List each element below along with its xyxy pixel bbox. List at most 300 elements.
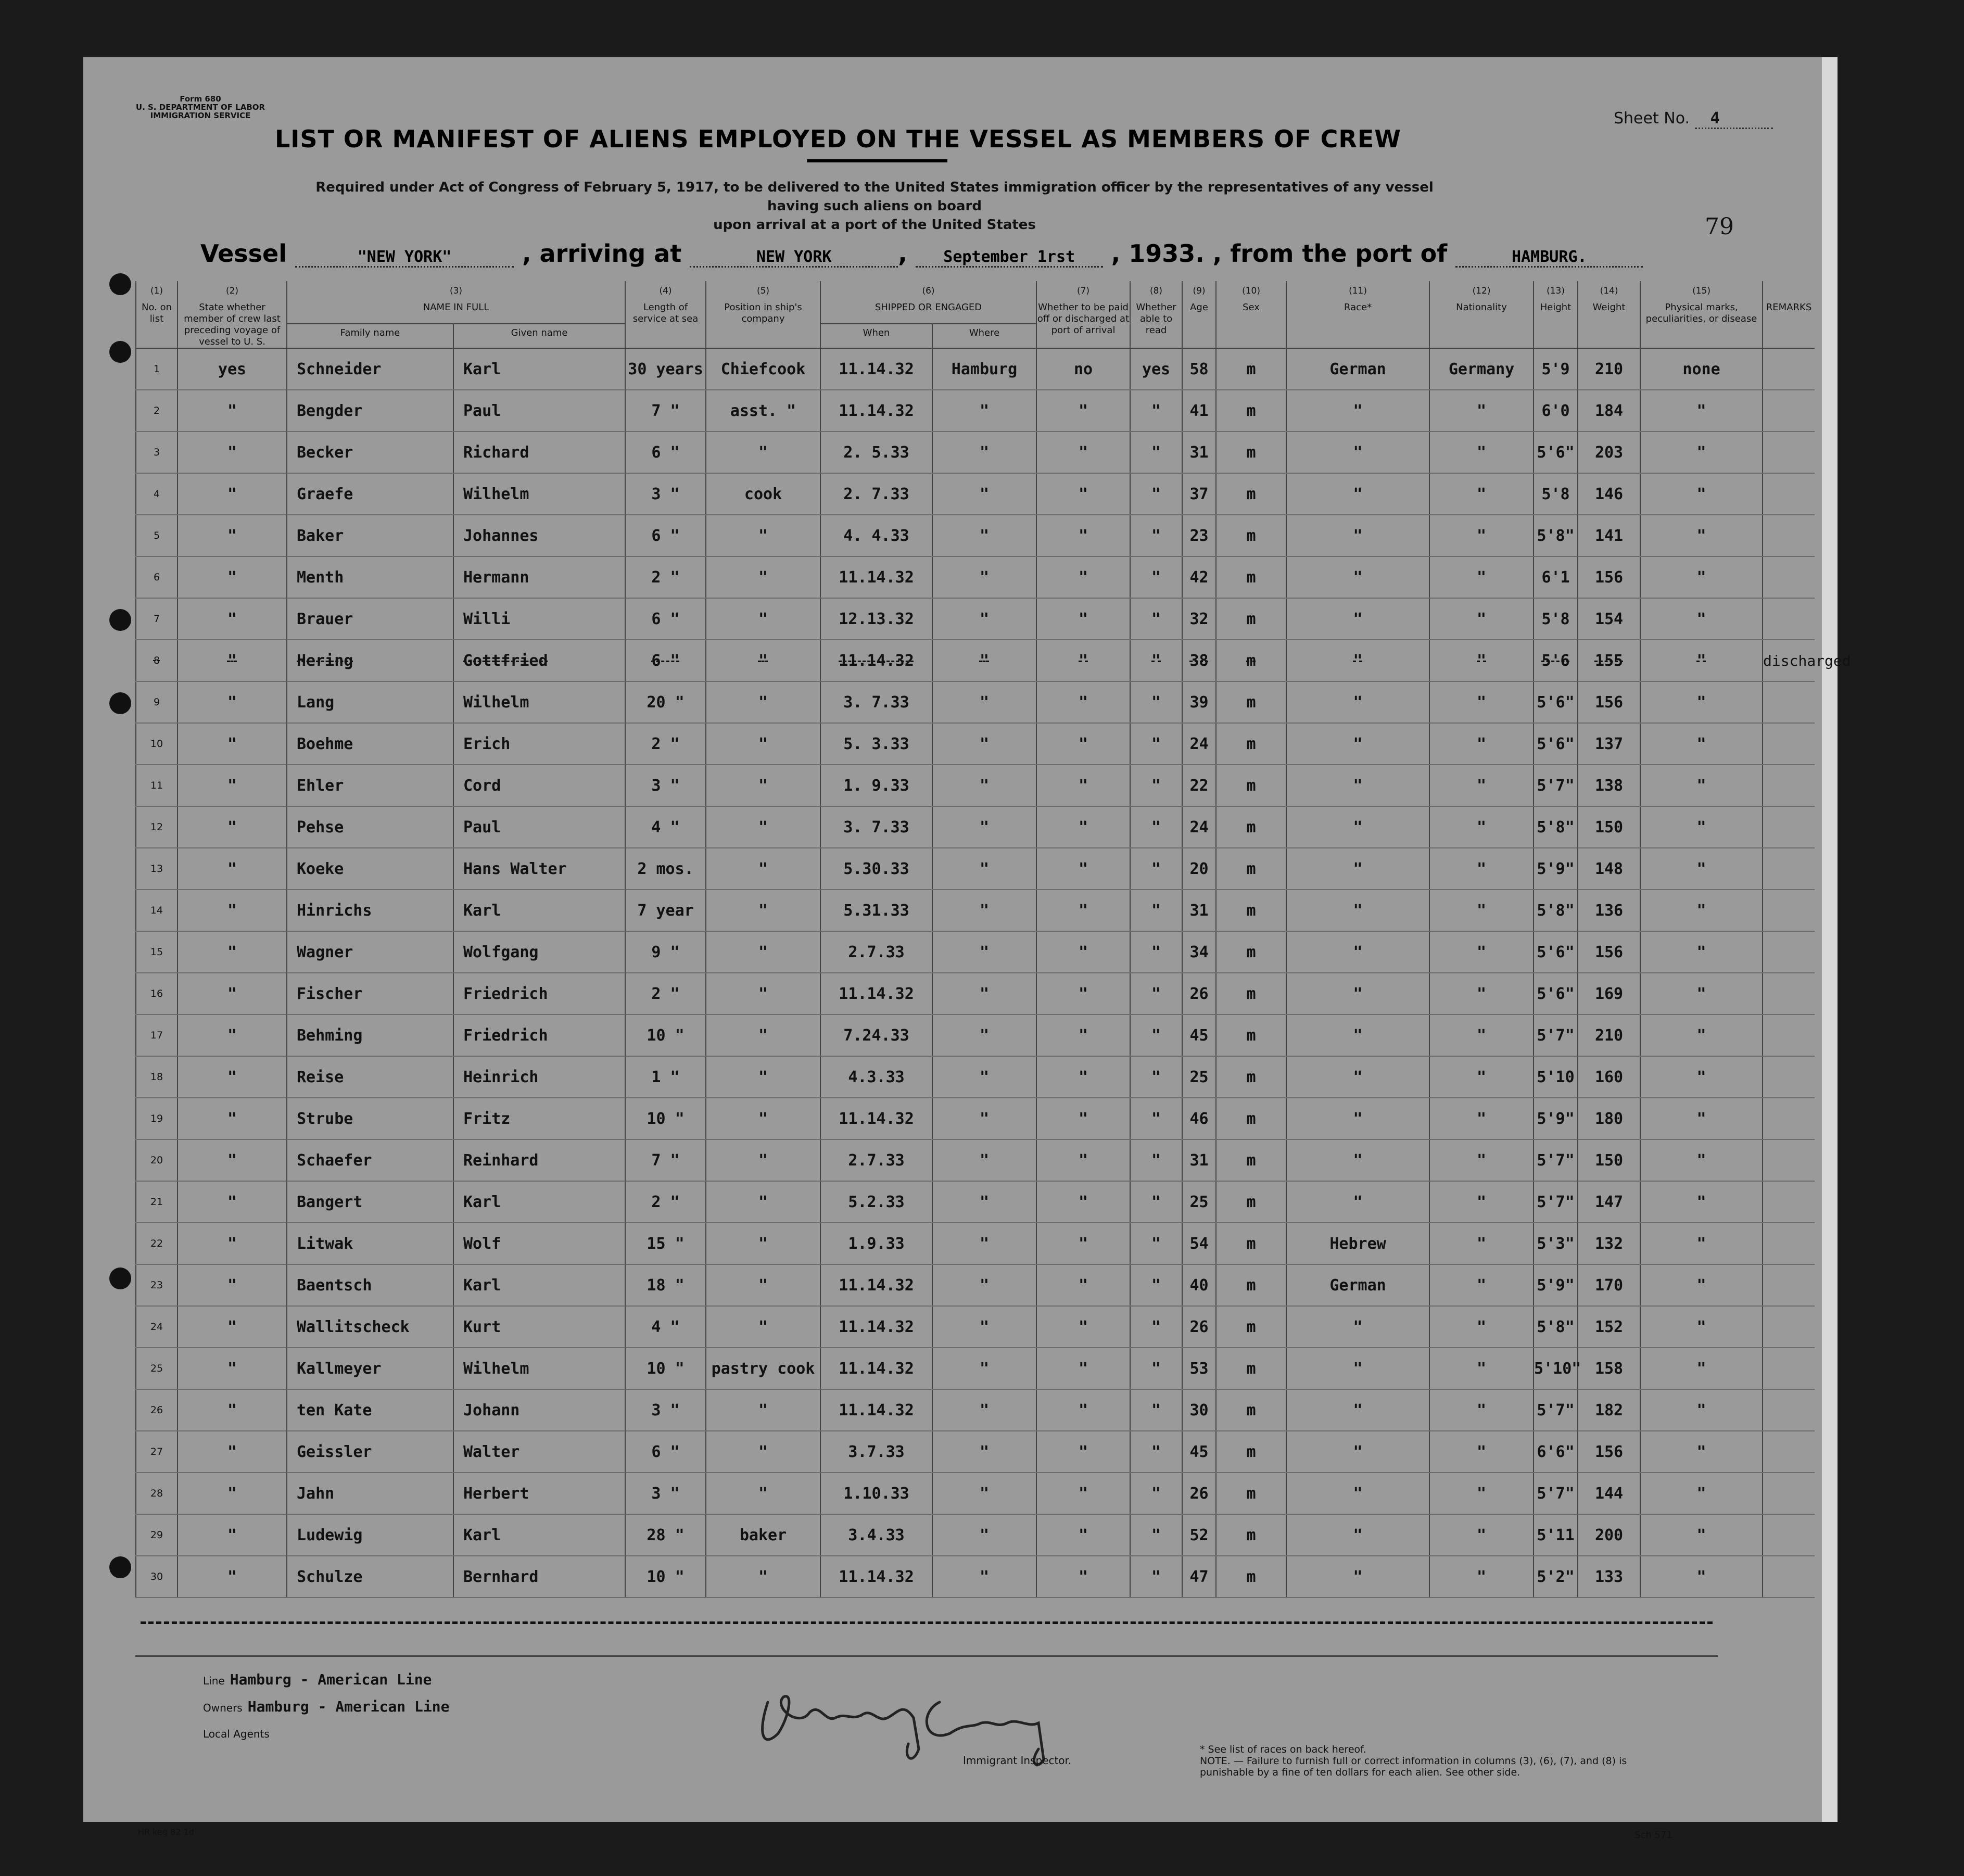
row-number-cell: 10	[136, 723, 178, 765]
given-name-cell: Wilhelm	[453, 681, 625, 723]
physical-marks-cell: "	[1640, 515, 1763, 556]
position-cell: Chiefcook	[706, 348, 820, 390]
previous-voyage-cell: "	[178, 1306, 287, 1348]
page-subtitle	[302, 178, 1447, 234]
given-name-cell: Gottfried	[453, 640, 625, 681]
sex-cell: m	[1216, 931, 1286, 973]
binder-hole	[109, 1267, 131, 1289]
shipped-when-cell: 11.14.32	[820, 973, 932, 1015]
physical-marks-cell: "	[1640, 556, 1763, 598]
race-cell: "	[1286, 598, 1429, 640]
able-to-read-cell: "	[1130, 1306, 1182, 1348]
height-cell: 5'8	[1534, 473, 1578, 515]
table-row	[136, 1473, 1815, 1514]
shipped-when-cell: 12.13.32	[820, 598, 932, 640]
remarks-cell	[1763, 1098, 1815, 1139]
col-header-name: (3) NAME IN FULL	[287, 281, 625, 324]
col-header-paid-off: (7) Whether to be paid off or discharged at port of arrival	[1036, 281, 1130, 348]
physical-marks-cell: none	[1640, 348, 1763, 390]
previous-voyage-cell: "	[178, 390, 287, 432]
position-cell: "	[706, 1015, 820, 1056]
position-cell: "	[706, 681, 820, 723]
length-of-service-cell: 15 "	[625, 1223, 706, 1264]
row-number-cell: 4	[136, 473, 178, 515]
age-cell: 45	[1182, 1015, 1216, 1056]
family-name-cell: Jahn	[287, 1473, 453, 1514]
vessel-label: Vessel	[200, 239, 287, 268]
vessel-line: Vessel "NEW YORK" , arriving at NEW YORK , September 1rst , 1933. , from the port of HAMBURG.	[200, 239, 1762, 268]
given-name-cell: Karl	[453, 348, 625, 390]
table-row	[136, 973, 1815, 1015]
age-cell: 41	[1182, 390, 1216, 432]
age-cell: 26	[1182, 1306, 1216, 1348]
paid-off-cell: no	[1036, 348, 1130, 390]
position-cell: "	[706, 640, 820, 681]
from-port: HAMBURG.	[1455, 248, 1643, 268]
paid-off-cell: "	[1036, 765, 1130, 806]
length-of-service-cell: 6 "	[625, 515, 706, 556]
table-row	[136, 1306, 1815, 1348]
family-name-cell: Fischer	[287, 973, 453, 1015]
paid-off-cell: "	[1036, 890, 1130, 931]
shipped-when-cell: 5.31.33	[820, 890, 932, 931]
able-to-read-cell: "	[1130, 1181, 1182, 1223]
nationality-cell: "	[1429, 1306, 1534, 1348]
previous-voyage-cell: "	[178, 598, 287, 640]
height-cell: 5'9"	[1534, 1098, 1578, 1139]
length-of-service-cell: 2 "	[625, 723, 706, 765]
able-to-read-cell: "	[1130, 1056, 1182, 1098]
shipped-where-cell: "	[932, 723, 1036, 765]
owners-label: Owners	[203, 1702, 243, 1714]
family-name-cell: Brauer	[287, 598, 453, 640]
able-to-read-cell: "	[1130, 1139, 1182, 1181]
weight-cell: 148	[1578, 848, 1640, 890]
length-of-service-cell: 20 "	[625, 681, 706, 723]
age-cell: 25	[1182, 1056, 1216, 1098]
position-cell: pastry cook	[706, 1348, 820, 1389]
owners-row	[203, 1694, 449, 1721]
family-name-cell: Geissler	[287, 1431, 453, 1473]
position-cell: "	[706, 1306, 820, 1348]
age-cell: 46	[1182, 1098, 1216, 1139]
remarks-cell	[1763, 1139, 1815, 1181]
paid-off-cell: "	[1036, 1015, 1130, 1056]
shipped-where-cell: "	[932, 432, 1036, 473]
table-row	[136, 598, 1815, 640]
previous-voyage-cell: "	[178, 1139, 287, 1181]
row-number-cell: 12	[136, 806, 178, 848]
previous-voyage-cell: "	[178, 973, 287, 1015]
family-name-cell: Kallmeyer	[287, 1348, 453, 1389]
able-to-read-cell: "	[1130, 1223, 1182, 1264]
length-of-service-cell: 2 "	[625, 973, 706, 1015]
row-number-cell: 25	[136, 1348, 178, 1389]
able-to-read-cell: "	[1130, 432, 1182, 473]
manifest-body	[136, 348, 1851, 1598]
able-to-read-cell: "	[1130, 473, 1182, 515]
position-cell: "	[706, 973, 820, 1015]
weight-cell: 141	[1578, 515, 1640, 556]
height-cell: 5'6"	[1534, 723, 1578, 765]
shipped-when-cell: 5. 3.33	[820, 723, 932, 765]
shipped-where-cell: "	[932, 1556, 1036, 1598]
length-of-service-cell: 28 "	[625, 1514, 706, 1556]
shipped-when-cell: 2. 5.33	[820, 432, 932, 473]
height-cell: 5'10	[1534, 1056, 1578, 1098]
height-cell: 5'6"	[1534, 432, 1578, 473]
family-name-cell: Becker	[287, 432, 453, 473]
family-name-cell: Koeke	[287, 848, 453, 890]
row-number-cell: 3	[136, 432, 178, 473]
nationality-cell: "	[1429, 1514, 1534, 1556]
position-cell: "	[706, 1223, 820, 1264]
footer-divider	[135, 1655, 1718, 1657]
length-of-service-cell: 4 "	[625, 806, 706, 848]
weight-cell: 132	[1578, 1223, 1640, 1264]
able-to-read-cell: "	[1130, 848, 1182, 890]
able-to-read-cell: "	[1130, 598, 1182, 640]
nationality-cell: "	[1429, 1181, 1534, 1223]
col-header-age: (9) Age	[1182, 281, 1216, 348]
physical-marks-cell: "	[1640, 640, 1763, 681]
race-cell: German	[1286, 1264, 1429, 1306]
given-name-cell: Johann	[453, 1389, 625, 1431]
remarks-cell	[1763, 1556, 1815, 1598]
family-name-cell: ten Kate	[287, 1389, 453, 1431]
able-to-read-cell: "	[1130, 931, 1182, 973]
given-name-cell: Herbert	[453, 1473, 625, 1514]
race-cell: "	[1286, 473, 1429, 515]
paid-off-cell: "	[1036, 1431, 1130, 1473]
row-number-cell: 20	[136, 1139, 178, 1181]
length-of-service-cell: 7 "	[625, 1139, 706, 1181]
physical-marks-cell: "	[1640, 806, 1763, 848]
row-number-cell: 30	[136, 1556, 178, 1598]
shipped-when-cell: 11.14.32	[820, 1264, 932, 1306]
paid-off-cell: "	[1036, 640, 1130, 681]
race-cell: "	[1286, 1556, 1429, 1598]
weight-cell: 200	[1578, 1514, 1640, 1556]
length-of-service-cell: 7 "	[625, 390, 706, 432]
paid-off-cell: "	[1036, 556, 1130, 598]
row-number-cell: 15	[136, 931, 178, 973]
length-of-service-cell: 3 "	[625, 473, 706, 515]
sheet-number-label: Sheet No.	[1614, 109, 1690, 128]
length-of-service-cell: 2 mos.	[625, 848, 706, 890]
shipped-when-cell: 11.14.32	[820, 1306, 932, 1348]
row-number-cell: 17	[136, 1015, 178, 1056]
position-cell: "	[706, 931, 820, 973]
race-cell: "	[1286, 515, 1429, 556]
given-name-cell: Walter	[453, 1431, 625, 1473]
weight-cell: 150	[1578, 1139, 1640, 1181]
col-header-given-name: Given name	[453, 324, 625, 348]
race-cell: "	[1286, 432, 1429, 473]
race-cell: "	[1286, 1056, 1429, 1098]
physical-marks-cell: "	[1640, 1514, 1763, 1556]
age-cell: 26	[1182, 1473, 1216, 1514]
line-value: Hamburg - American Line	[230, 1671, 432, 1688]
length-of-service-cell: 2 "	[625, 556, 706, 598]
previous-voyage-cell: "	[178, 1431, 287, 1473]
col-header-race: (11) Race*	[1286, 281, 1429, 348]
shipped-when-cell: 11.14.32	[820, 390, 932, 432]
weight-cell: 184	[1578, 390, 1640, 432]
paid-off-cell: "	[1036, 1181, 1130, 1223]
physical-marks-cell: "	[1640, 1223, 1763, 1264]
remarks-cell	[1763, 1306, 1815, 1348]
sex-cell: m	[1216, 556, 1286, 598]
row-number-cell: 19	[136, 1098, 178, 1139]
weight-cell: 156	[1578, 1431, 1640, 1473]
height-cell: 5'9"	[1534, 1264, 1578, 1306]
department-name: U. S. DEPARTMENT OF LABOR	[135, 103, 265, 112]
physical-marks-cell: "	[1640, 432, 1763, 473]
position-cell: "	[706, 723, 820, 765]
shipped-where-cell: "	[932, 1056, 1036, 1098]
remarks-cell	[1763, 681, 1815, 723]
sex-cell: m	[1216, 515, 1286, 556]
binder-hole	[109, 692, 131, 714]
shipped-when-cell: 2.7.33	[820, 1139, 932, 1181]
able-to-read-cell: "	[1130, 1514, 1182, 1556]
race-cell: "	[1286, 1473, 1429, 1514]
sex-cell: m	[1216, 390, 1286, 432]
family-name-cell: Baentsch	[287, 1264, 453, 1306]
paid-off-cell: "	[1036, 1139, 1130, 1181]
remarks-cell	[1763, 556, 1815, 598]
remarks-cell	[1763, 348, 1815, 390]
race-cell: "	[1286, 1514, 1429, 1556]
length-of-service-cell: 10 "	[625, 1015, 706, 1056]
length-of-service-cell: 1 "	[625, 1056, 706, 1098]
age-cell: 30	[1182, 1389, 1216, 1431]
able-to-read-cell: "	[1130, 1264, 1182, 1306]
service-name: IMMIGRATION SERVICE	[150, 111, 251, 120]
sex-cell: m	[1216, 1056, 1286, 1098]
shipped-when-cell: 11.14.32	[820, 1098, 932, 1139]
sex-cell: m	[1216, 432, 1286, 473]
nationality-cell: "	[1429, 1389, 1534, 1431]
physical-marks-cell: "	[1640, 598, 1763, 640]
family-name-cell: Menth	[287, 556, 453, 598]
shipped-where-cell: "	[932, 1473, 1036, 1514]
sex-cell: m	[1216, 681, 1286, 723]
sex-cell: m	[1216, 1431, 1286, 1473]
race-cell: "	[1286, 806, 1429, 848]
row-number-cell: 11	[136, 765, 178, 806]
able-to-read-cell: "	[1130, 640, 1182, 681]
able-to-read-cell: "	[1130, 1431, 1182, 1473]
table-row	[136, 515, 1815, 556]
col-header-read: (8) Whether able to read	[1130, 281, 1182, 348]
row-number-cell: 28	[136, 1473, 178, 1514]
row-number-cell: 8	[136, 640, 178, 681]
subtitle-line-1: Required under Act of Congress of February 5, 1917, to be delivered to the United States immigration officer by the representatives of any vessel having such aliens on board	[315, 180, 1434, 214]
given-name-cell: Paul	[453, 806, 625, 848]
vessel-ownership	[203, 1667, 449, 1747]
length-of-service-cell: 3 "	[625, 1389, 706, 1431]
table-row	[136, 1348, 1815, 1389]
shipped-where-cell: "	[932, 973, 1036, 1015]
nationality-cell: "	[1429, 432, 1534, 473]
shipped-where-cell: "	[932, 806, 1036, 848]
shipped-when-cell: 11.14.32	[820, 556, 932, 598]
table-row	[136, 1431, 1815, 1473]
given-name-cell: Friedrich	[453, 1015, 625, 1056]
given-name-cell: Bernhard	[453, 1556, 625, 1598]
able-to-read-cell: "	[1130, 1556, 1182, 1598]
remarks-cell	[1763, 973, 1815, 1015]
physical-marks-cell: "	[1640, 1098, 1763, 1139]
length-of-service-cell: 9 "	[625, 931, 706, 973]
race-cell: "	[1286, 640, 1429, 681]
previous-voyage-cell: "	[178, 890, 287, 931]
race-cell: "	[1286, 681, 1429, 723]
remarks-cell	[1763, 1181, 1815, 1223]
table-row	[136, 556, 1815, 598]
previous-voyage-cell: "	[178, 765, 287, 806]
paid-off-cell: "	[1036, 1306, 1130, 1348]
shipped-where-cell: "	[932, 1264, 1036, 1306]
remarks-cell	[1763, 1473, 1815, 1514]
given-name-cell: Cord	[453, 765, 625, 806]
physical-marks-cell: "	[1640, 1431, 1763, 1473]
previous-voyage-cell: "	[178, 1181, 287, 1223]
line-row	[203, 1667, 449, 1694]
binder-hole	[109, 1556, 131, 1578]
height-cell: 5'9"	[1534, 848, 1578, 890]
physical-marks-cell: "	[1640, 723, 1763, 765]
height-cell: 5'8"	[1534, 1306, 1578, 1348]
height-cell: 5'8	[1534, 598, 1578, 640]
shipped-where-cell: "	[932, 390, 1036, 432]
able-to-read-cell: "	[1130, 1015, 1182, 1056]
age-cell: 58	[1182, 348, 1216, 390]
physical-marks-cell: "	[1640, 1139, 1763, 1181]
shipped-where-cell: "	[932, 848, 1036, 890]
able-to-read-cell: yes	[1130, 348, 1182, 390]
paid-off-cell: "	[1036, 848, 1130, 890]
nationality-cell: "	[1429, 681, 1534, 723]
age-cell: 26	[1182, 973, 1216, 1015]
row-number-cell: 14	[136, 890, 178, 931]
table-row	[136, 681, 1815, 723]
col-header-service: (4) Length of service at sea	[625, 281, 706, 348]
table-row	[136, 1389, 1815, 1431]
remarks-cell	[1763, 515, 1815, 556]
remarks-cell	[1763, 1514, 1815, 1556]
physical-marks-cell: "	[1640, 681, 1763, 723]
col-header-no: (1) No. on list	[136, 281, 178, 348]
age-cell: 53	[1182, 1348, 1216, 1389]
physical-marks-cell: "	[1640, 1015, 1763, 1056]
table-row	[136, 1223, 1815, 1264]
remarks-cell	[1763, 1223, 1815, 1264]
physical-marks-cell: "	[1640, 1306, 1763, 1348]
previous-voyage-cell: "	[178, 1264, 287, 1306]
shipped-where-cell: Hamburg	[932, 348, 1036, 390]
paid-off-cell: "	[1036, 1056, 1130, 1098]
age-cell: 22	[1182, 765, 1216, 806]
sex-cell: m	[1216, 806, 1286, 848]
shipped-when-cell: 11.14.32	[820, 1556, 932, 1598]
given-name-cell: Reinhard	[453, 1139, 625, 1181]
previous-voyage-cell: "	[178, 1473, 287, 1514]
family-name-cell: Litwak	[287, 1223, 453, 1264]
paid-off-cell: "	[1036, 931, 1130, 973]
physical-marks-cell: "	[1640, 1389, 1763, 1431]
table-row	[136, 640, 1815, 681]
position-cell: "	[706, 765, 820, 806]
col-header-previous-voyage: (2) State whether member of crew last preceding voyage of vessel to U. S.	[178, 281, 287, 348]
shipped-where-cell: "	[932, 640, 1036, 681]
shipped-when-cell: 1. 9.33	[820, 765, 932, 806]
table-row	[136, 1514, 1815, 1556]
shipped-where-cell: "	[932, 1098, 1036, 1139]
paid-off-cell: "	[1036, 473, 1130, 515]
nationality-cell: "	[1429, 806, 1534, 848]
previous-voyage-cell: "	[178, 640, 287, 681]
nationality-cell: "	[1429, 890, 1534, 931]
height-cell: 5'10"	[1534, 1348, 1578, 1389]
paid-off-cell: "	[1036, 1223, 1130, 1264]
length-of-service-cell: 6 "	[625, 598, 706, 640]
position-cell: "	[706, 515, 820, 556]
age-cell: 31	[1182, 1139, 1216, 1181]
sex-cell: m	[1216, 1181, 1286, 1223]
height-cell: 5'7"	[1534, 765, 1578, 806]
arriving-label: , arriving at	[522, 239, 682, 268]
shipped-when-cell: 4.3.33	[820, 1056, 932, 1098]
race-cell: Hebrew	[1286, 1223, 1429, 1264]
physical-marks-cell: "	[1640, 1473, 1763, 1514]
weight-cell: 210	[1578, 1015, 1640, 1056]
row-number-cell: 18	[136, 1056, 178, 1098]
remarks-cell	[1763, 848, 1815, 890]
race-cell: "	[1286, 765, 1429, 806]
position-cell: "	[706, 556, 820, 598]
shipped-where-cell: "	[932, 1389, 1036, 1431]
race-cell: "	[1286, 973, 1429, 1015]
weight-cell: 154	[1578, 598, 1640, 640]
sex-cell: m	[1216, 890, 1286, 931]
race-cell: "	[1286, 1181, 1429, 1223]
table-row	[136, 432, 1815, 473]
family-name-cell: Boehme	[287, 723, 453, 765]
form-print-code: HR keg 82 1d	[138, 1827, 194, 1837]
given-name-cell: Hans Walter	[453, 848, 625, 890]
given-name-cell: Kurt	[453, 1306, 625, 1348]
sex-cell: m	[1216, 765, 1286, 806]
given-name-cell: Karl	[453, 890, 625, 931]
position-cell: asst. "	[706, 390, 820, 432]
family-name-cell: Bangert	[287, 1181, 453, 1223]
shipped-when-cell: 11.14.32	[820, 640, 932, 681]
nationality-cell: "	[1429, 1348, 1534, 1389]
table-row	[136, 723, 1815, 765]
remarks-cell	[1763, 1015, 1815, 1056]
race-cell: "	[1286, 931, 1429, 973]
table-row	[136, 848, 1815, 890]
nationality-cell: "	[1429, 1431, 1534, 1473]
age-cell: 24	[1182, 806, 1216, 848]
sex-cell: m	[1216, 1264, 1286, 1306]
age-cell: 39	[1182, 681, 1216, 723]
paid-off-cell: "	[1036, 1556, 1130, 1598]
shipped-where-cell: "	[932, 1306, 1036, 1348]
